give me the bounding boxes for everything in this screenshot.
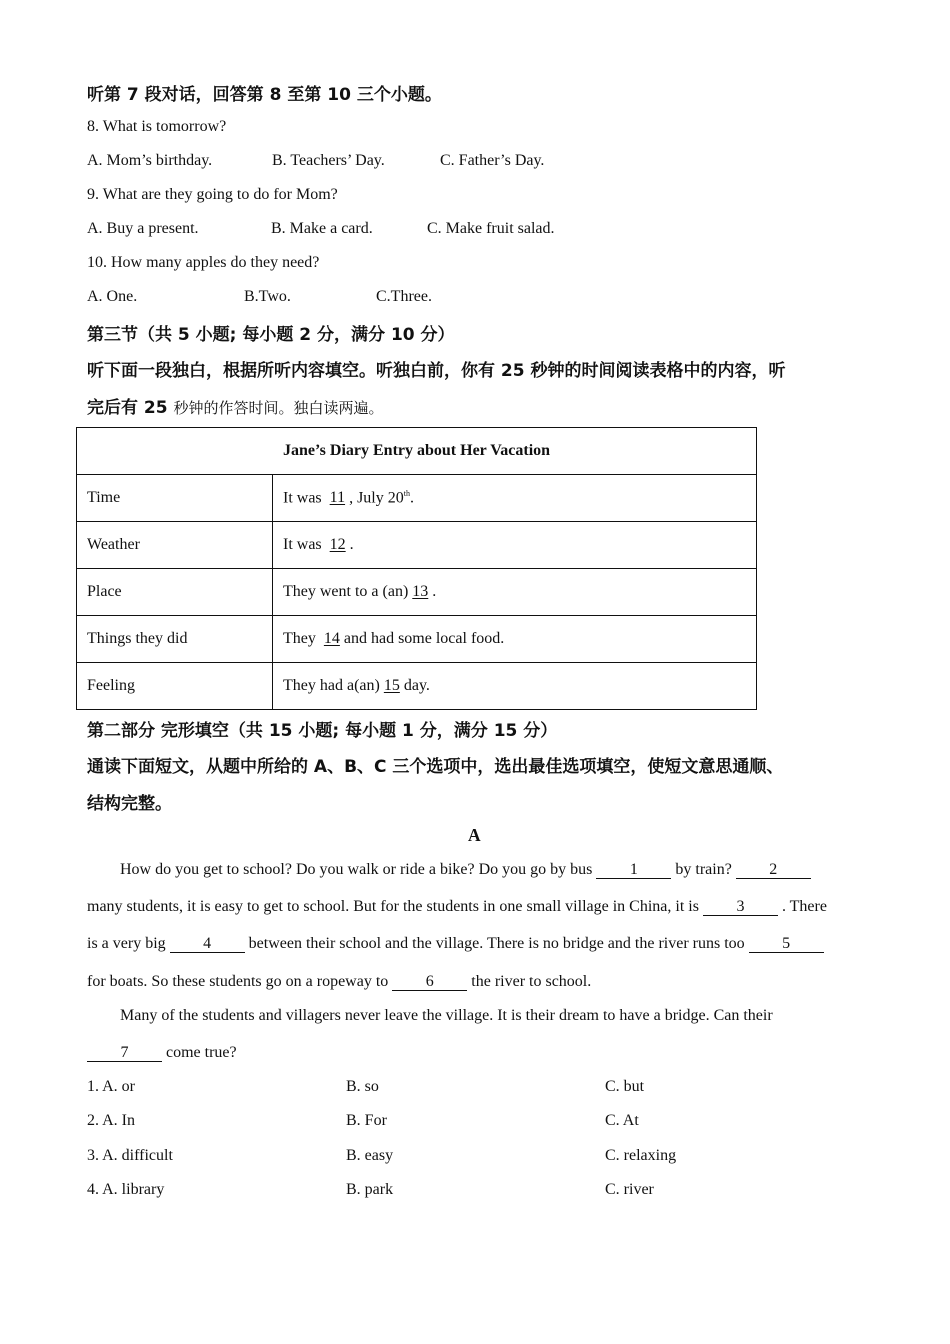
table-row [77, 663, 757, 710]
option-2-a[interactable]: 2. A. In [87, 1112, 135, 1129]
q10-option-b: B.Two. [244, 288, 291, 305]
passage-line-2: many students, it is easy to get to school. But for the students in one small village in China, it is 3 . There [87, 898, 827, 915]
row-content-things: They 14 and had some local food. [273, 616, 757, 663]
row-content-feeling: They had a(an) 15 day. [273, 663, 757, 710]
option-3-c[interactable]: C. relaxing [605, 1147, 677, 1164]
cloze-blank-4[interactable]: 4 [170, 936, 245, 953]
blank-14[interactable]: 14 [323, 630, 340, 647]
question-8: 8. What is tomorrow? [87, 118, 227, 135]
option-4-c[interactable]: C. river [605, 1181, 654, 1198]
row-content-weather: It was 12 . [273, 522, 757, 569]
cloze-blank-5[interactable]: 5 [749, 936, 824, 953]
q8-option-a: A. Mom’s birthday. [87, 152, 213, 169]
row-label-place: Place [77, 569, 273, 616]
row-label-time: Time [77, 475, 273, 522]
section-3-instruction-line1: 听下面一段独白，根据所听内容填空。听独白前，你有 25 秒钟的时间阅读表格中的内容，听 [87, 361, 786, 381]
option-1-a[interactable]: 1. A. or [87, 1078, 135, 1095]
option-4-b[interactable]: B. park [346, 1181, 394, 1198]
cloze-blank-2[interactable]: 2 [736, 862, 811, 879]
table-row [77, 475, 757, 522]
question-9: 9. What are they going to do for Mom? [87, 186, 338, 203]
blank-11[interactable]: 11 [329, 489, 346, 507]
q10-option-c: C.Three. [376, 288, 432, 305]
q9-option-c: C. Make fruit salad. [427, 220, 555, 237]
passage-label: A [468, 825, 481, 845]
question-10: 10. How many apples do they need? [87, 254, 320, 271]
passage-line-1: How do you get to school? Do you walk or ride a bike? Do you go by bus 1 by train? 2 [120, 861, 811, 879]
row-label-weather: Weather [77, 522, 273, 569]
row-label-things: Things they did [77, 616, 273, 663]
cloze-blank-1[interactable]: 1 [596, 862, 671, 879]
part-2-heading: 第二部分 完形填空（共 15 小题; 每小题 1 分，满分 15 分） [87, 721, 558, 741]
table-title: Jane’s Diary Entry about Her Vacation [77, 428, 757, 475]
option-4-a[interactable]: 4. A. library [87, 1181, 165, 1198]
q8-option-c: C. Father’s Day. [440, 152, 545, 169]
part-2-instruction-line1: 通读下面短文，从题中所给的 A、B、C 三个选项中，选出最佳选项填空，使短文意思通顺、 [87, 757, 784, 777]
row-content-place: They went to a (an) 13 . [273, 569, 757, 616]
blank-12[interactable]: 12 [329, 536, 346, 553]
passage-line-4: for boats. So these students go on a ropeway to 6 the river to school. [87, 973, 592, 990]
q9-option-a: A. Buy a present. [87, 220, 199, 237]
option-3-b[interactable]: B. easy [346, 1147, 394, 1164]
q9-option-b: B. Make a card. [271, 220, 373, 237]
cloze-blank-7[interactable]: 7 [87, 1045, 162, 1062]
row-label-feeling: Feeling [77, 663, 273, 710]
dialogue-7-heading: 听第 7 段对话，回答第 8 至第 10 三个小题。 [87, 85, 442, 105]
table-row [77, 522, 757, 569]
passage-line-6: 7 come true? [87, 1044, 237, 1062]
instruction-line2-rest: 秒钟的作答时间。独白读两遍。 [173, 399, 384, 417]
q8-option-b: B. Teachers’ Day. [272, 152, 385, 169]
table-row [77, 616, 757, 663]
section-3-heading: 第三节（共 5 小题; 每小题 2 分，满分 10 分） [87, 325, 455, 345]
table-row [77, 569, 757, 616]
part-2-instruction-line2: 结构完整。 [87, 794, 172, 814]
blank-15[interactable]: 15 [383, 677, 400, 694]
cloze-blank-3[interactable]: 3 [703, 899, 778, 916]
section-3-instruction-line2 [87, 393, 384, 418]
option-3-a[interactable]: 3. A. difficult [87, 1147, 173, 1164]
passage-line-5: Many of the students and villagers never leave the village. It is their dream to have a bridge. Can their [120, 1007, 773, 1024]
option-2-b[interactable]: B. For [346, 1112, 387, 1129]
cloze-blank-6[interactable]: 6 [392, 974, 467, 991]
option-2-c[interactable]: C. At [605, 1112, 639, 1129]
option-1-c[interactable]: C. but [605, 1078, 645, 1095]
instruction-line2-bold: 完后有 25 [87, 398, 174, 418]
passage-line-3: is a very big 4 between their school and the village. There is no bridge and the river runs too 5 [87, 935, 824, 953]
q10-option-a: A. One. [87, 288, 138, 305]
diary-table [76, 427, 757, 710]
blank-13[interactable]: 13 [412, 583, 429, 600]
row-content-time: It was 11 , July 20th. [273, 475, 757, 522]
option-1-b[interactable]: B. so [346, 1078, 379, 1095]
